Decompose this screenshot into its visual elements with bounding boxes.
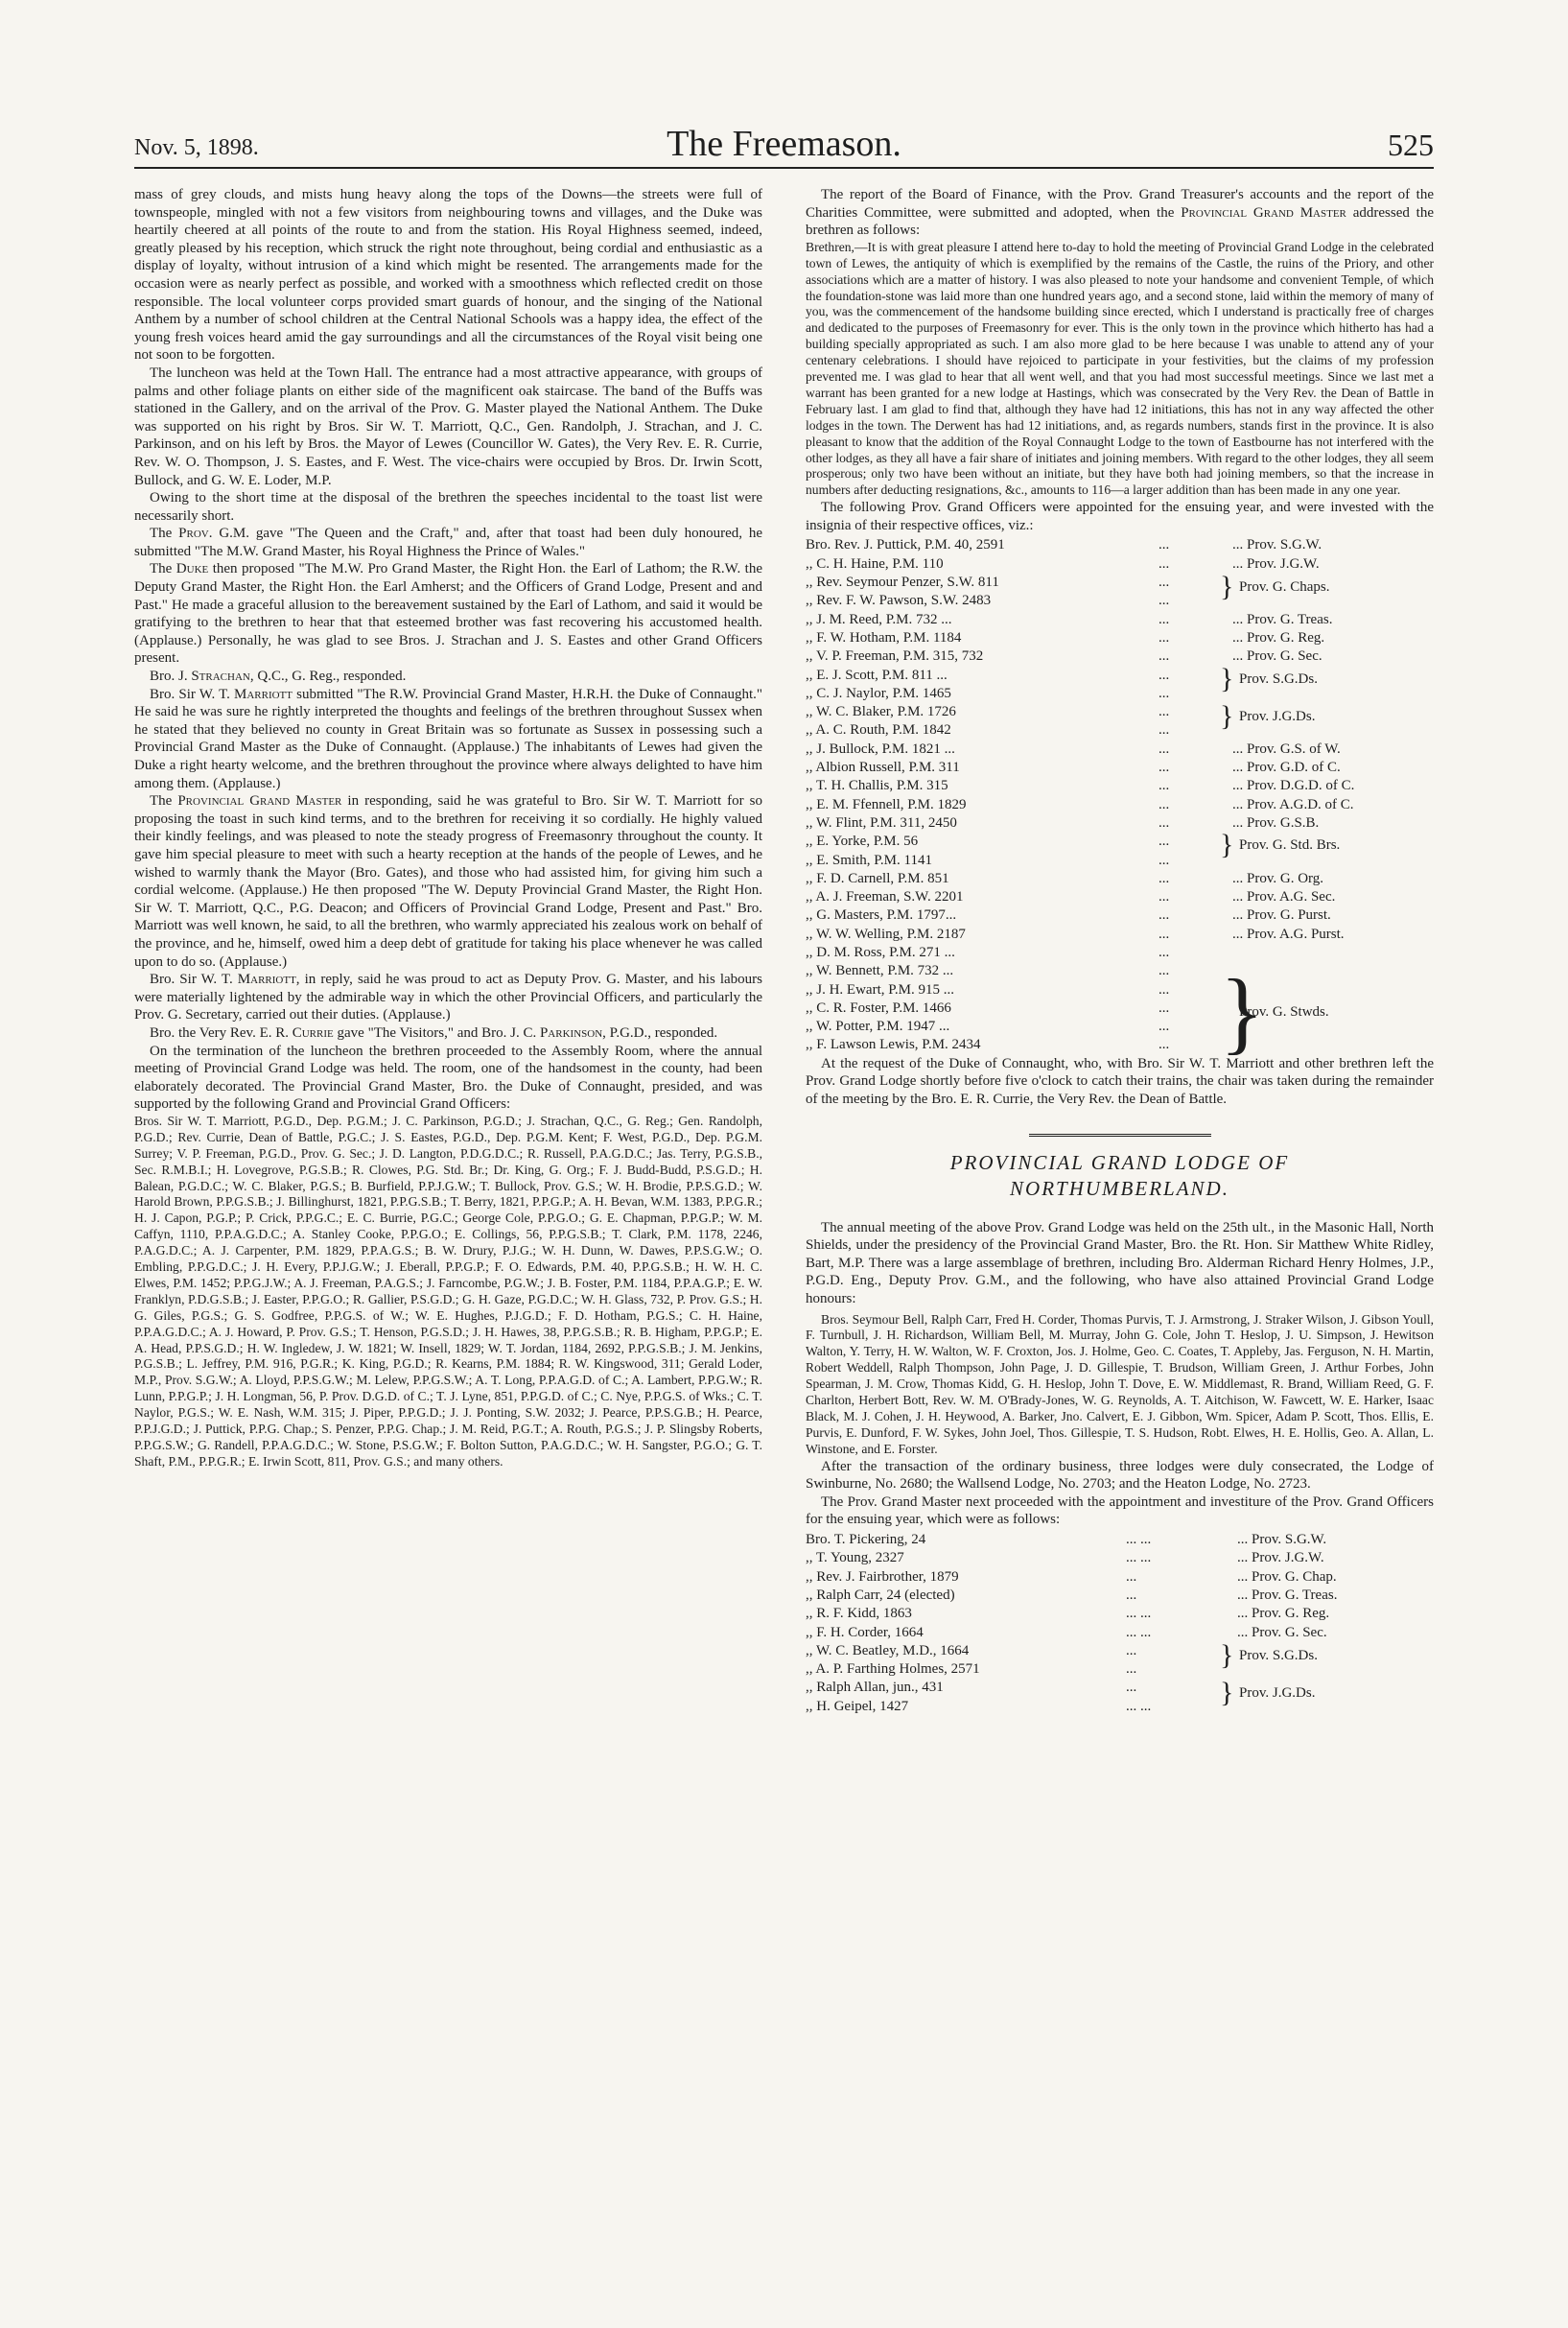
section-heading: PROVINCIAL GRAND LODGE OF NORTHUMBERLAND. — [949, 1150, 1290, 1200]
brace: } — [1220, 829, 1234, 861]
officer-name: ,, A. J. Freeman, S.W. 2201 — [806, 889, 964, 905]
officer-office: ... Prov. G. Sec. — [1232, 648, 1322, 665]
officer-name: ,, F. W. Hotham, P.M. 1184 — [806, 629, 962, 646]
paragraph: Bro. Sir W. T. Marriott submitted "The R.W. Provincial Grand Master, H.R.H. the Duke of Connaught." He said he was sure he rightly interpreted the thoughts and feelings of the brethren throughout Sussex when he stated that they believed no county in Great Britain was so fortunate as Sussex in possessing such a Provincial Grand Master as the Duke of Connaught. (Applause.) The inhabitants of Lewes had given the Duke a right hearty welcome, and the brethren throughout the province where always delighted to have him among them. (Applause.) — [134, 686, 762, 791]
officer-row — [806, 888, 1434, 906]
leader-dots: ... — [1126, 1587, 1137, 1603]
leader-dots: ... — [1158, 889, 1170, 905]
leader-dots: ... — [1158, 555, 1170, 572]
officer-name: Bro. T. Pickering, 24 — [806, 1532, 926, 1548]
leader-dots: ... — [1158, 741, 1170, 757]
officer-name: ,, V. P. Freeman, P.M. 315, 732 — [806, 648, 984, 665]
leader-dots: ... — [1158, 852, 1170, 868]
leader-dots: ... — [1158, 537, 1170, 553]
paragraph: On the termination of the luncheon the brethren proceeded to the Assembly Room, where the annual meeting of Provincial Grand Lodge was held. The room, one of the handsomest in the county, had been elaborately decorated. The Provincial Grand Master, Bro. the Duke of Connaught, presided, and was supported by the following Grand and Provincial Grand Officers: — [134, 1043, 762, 1113]
paragraph: mass of grey clouds, and mists hung heavy along the tops of the Downs—the streets were full of townspeople, mingled with not a few visitors from neighbouring towns and villages, and the Duke was heartily cheered at all points of the route to and from the station. His Royal Highness seemed, indeed, greatly pleased by his reception, which struck the right note throughout, being cordial and enthusiastic as a display of loyalty, without intrusion of a kind which might be resented. The arrangements made for the occasion were as nearly perfect as possible, and worked with a smoothness which reflected credit on those responsible. The local volunteer corps provided smart guards of honour, and the singing of the National Anthem by a number of school children at the Central National Schools was a happy idea, the effect of the young fresh voices heard amid the gay surroundings and all the circumstances of the Royal visit being one not soon to be forgotten. — [134, 187, 762, 364]
leader-dots: ... ... — [1126, 1624, 1152, 1640]
leader-dots: ... — [1158, 629, 1170, 646]
officer-office: ... Prov. D.G.D. of C. — [1232, 778, 1355, 794]
group-office: Prov. S.G.Ds. — [1239, 671, 1318, 688]
officer-name: ,, W. C. Beatley, M.D., 1664 — [806, 1642, 970, 1658]
officer-name: ,, W. W. Welling, P.M. 2187 — [806, 926, 966, 942]
officer-row — [806, 814, 1434, 833]
small-caps-name: Marriott — [237, 972, 296, 988]
paragraph: The Duke then proposed "The M.W. Pro Grand Master, the Right Hon. the Earl of Lathom; the R.W. the Deputy Grand Master, the Right Hon. the Earl Amherst; and the Officers of Grand Lodge, Present and and Past." He made a graceful allusion to the bereavement sustained by the Earl of Lathom, and said it would be gratifying to the brethren to hear that that esteemed brother was fast recovering his accustomed health. (Applause.) Personally, he was glad to see Bros. J. Strachan and J. S. Eastes and other Grand Officers present. — [134, 561, 762, 667]
paragraph: The Prov. Grand Master next proceeded with the appointment and investiture of the Prov. Grand Officers for the ensuing year, which were as follows: — [806, 1493, 1434, 1528]
leader-dots: ... — [1158, 814, 1170, 831]
small-caps-name: Marriott — [234, 686, 293, 702]
paragraph: Bro. J. Strachan, Q.C., G. Reg., responded. — [150, 669, 407, 685]
officer-row — [806, 944, 1434, 962]
leader-dots: ... — [1158, 778, 1170, 794]
officer-appointments-list — [806, 536, 1434, 1064]
officer-office: ... Prov. G. Sec. — [1237, 1624, 1327, 1640]
leader-dots: ... — [1158, 685, 1170, 701]
paragraph: The annual meeting of the above Prov. Grand Lodge was held on the 25th ult., in the Masonic Hall, North Shields, under the presidency of the Provincial Grand Master, Bro. the Rt. Hon. Sir Matthew White Ridley, Bart, M.P. There was a large assemblage of brethren, including Bro. Alderman Richard Henry Holmes, J.P., P.G.D. Eng., Deputy Prov. G.M., and the following, who have also attained Provincial Grand Lodge honours: — [806, 1219, 1434, 1306]
officer-office: ... Prov. S.G.W. — [1237, 1532, 1327, 1548]
officer-name: ,, J. Bullock, P.M. 1821 ... — [806, 741, 955, 757]
group-office: Prov. J.G.Ds. — [1239, 709, 1316, 725]
officer-row — [806, 1568, 1434, 1587]
leader-dots: ... — [1158, 926, 1170, 942]
officer-office: ... Prov. J.G.W. — [1237, 1550, 1324, 1566]
leader-dots: ... — [1158, 575, 1170, 591]
officer-name: ,, H. Geipel, 1427 — [806, 1698, 909, 1714]
officer-name: ,, Rev. J. Fairbrother, 1879 — [806, 1568, 959, 1585]
leader-dots: ... — [1158, 667, 1170, 683]
address-paragraph: Brethren,—It is with great pleasure I attend here to-day to hold the meeting of Provincial Grand Lodge in the celebrated town of Lewes, the antiquity of which is exemplified by the remains of the Castle, the ruins of the Priory, and other associations which are a matter of history. I was also pleased to note your handsome and convenient Temple, of which the foundation-stone was laid more than one hundred years ago, and a second stone, laid within the memory of many of you, was the commencement of the handsome building since erected, which I understand is practically free of charges and dedicated to the purposes of Freemasonry for ever. This is the only town in the province which hitherto has had a building specially appropriated as such. I am also more glad to be here because I was unable to attend any of your centenary celebrations. I should have rejoiced to participate in your festivities, but the claims of my profession prevented me. I was glad to hear that all went well, and that you had most successful meetings. Since we last met a warrant has been granted for a new lodge at Hastings, which was consecrated by the Very Rev. the Dean of Battle in February last. I am glad to find that, although they have had 12 initiations, this has not in any way affected the other lodges in the town. The Derwent has had 12 initiations, and, as regards numbers, stands first in the province. It is also pleasant to know that the addition of the Royal Connaught Lodge to the town of Eastbourne has not interfered with the other lodges, as they all have a fair share of initiates and joining members. With regard to the other lodges, they all seem prosperous; only two have been without an initiate, but they have both had joining members, so that the increase in numbers after deducting resignations, &c., amounts to 116—a larger addition than has been made in any one year. — [806, 239, 1434, 498]
officer-office: ... Prov. G. Chap. — [1237, 1568, 1337, 1585]
leader-dots: ... — [1158, 907, 1170, 924]
brace: } — [1220, 960, 1265, 1064]
officer-name: ,, J. H. Ewart, P.M. 915 ... — [806, 981, 955, 998]
small-caps-name: Parkinson — [539, 1024, 603, 1041]
officer-name: ,, W. Bennett, P.M. 732 ... — [806, 963, 954, 979]
officer-row — [806, 926, 1434, 944]
officer-list-paragraph: Bros. Sir W. T. Marriott, P.G.D., Dep. P.G.M.; J. C. Parkinson, P.G.D.; J. Strachan, Q.C., G. Reg.; Gen. Randolph, P.G.D.; Rev. Currie, Dean of Battle, P.G.C.; J. S. Eastes, P.G.D., Dep. P.G.M. Kent; F. West, P.G.D., Dep. P.G.M. Surrey; V. P. Freeman, P.G.D., Prov. G. Sec.; J. D. Langton, P.D.G.D.C.; R. Russell, P.A.G.D.C.; Jas. Terry, P.G.S.B., Sec. R.M.B.I.; H. Lovegrove, P.G.S.B.; R. Clowes, P.G. Std. Br.; Dr. King, G. Org.; F. J. Budd-Budd, P.S.G.D.; H. Balean, P.G.D.C.; W. C. Blaker, P.G.S.; B. Burfield, P.P.J.G.W.; T. Bullock, Prov. G.S.; W. H. Brodie, P.P.S.G.D.; W. Harold Brown, P.P.G.S.B.; J. Billinghurst, 1821, P.P.G.S.B.; T. Berry, 1821, P.P.G.P.; A. H. Bevan, W.M. 1383, P.P.G.R.; H. J. Capon, P.G.P.; P. Crick, P.P.G.C.; E. C. Burrie, P.G.C.; George Cole, P.P.G.O.; G. E. Chapman, P.P.G.P.; W. M. Caffyn, 1110, P.P.A.G.D.C.; A. Stanley Cooke, P.P.G.O.; E. Collings, 56, P.P.G.S.B.; T. Clark, P.M. 1178, 2246, P.A.G.D.C.; A. J. Carpenter, P.M. 1829, P.P.A.G.S.; B. W. Drury, P.J.G.; W. H. Dunn, W. Dawes, P.P.S.G.W.; O. Embling, P.P.G.D.C.; J. H. Every, P.P.J.G.W.; J. Eberall, P.P.G.P.; F. O. Edwards, P.M. 40, P.P.G.S.B.; H. W. H. C. Elwes, P.M. 1452; P.P.G.J.W.; A. J. Freeman, P.A.G.S.; J. Farncombe, P.G.W.; J. B. Foster, P.M. 1184, P.P.A.G.P.; E. W. Franklyn, P.D.G.S.B.; J. Easter, P.P.G.O.; R. Gallier, P.S.G.D.; G. H. Gaze, P.G.D.C.; W. H. Glass, 732, P. Prov. G.S.; H. G. Giles, P.G.S.; G. S. Godfree, P.P.G.S. of W.; W. E. Hughes, P.J.G.D.; F. D. Hotham, P.G.S.; C. H. Haine, P.P.A.G.D.C.; A. J. Howard, P. Prov. G.S.; T. Henson, P.G.S.D.; J. H. Hawes, 38, P.P.G.S.B.; R. B. Higham, P.P.G.P.; E. A. Head, P.P.S.G.D.; H. W. Ingledew, J. W. 1821; W. Insell, 1829; W. T. Jordan, 1184, 2692, P.P.G.S.B.; J. M. Jenkins, P.G.S.B.; L. Jeffrey, P.M. 916, P.G.R.; K. King, P.G.D.; R. Kearns, P.M. 1884; R. W. Kingswood, 311; Gerald Loder, M.P., Prov. S.G.W.; A. Lloyd, P.P.S.G.W.; M. Lelew, P.P.G.S.W.; A. T. Long, P.P.A.G.D. of C.; A. Lambert, P.P.G.W.; R. Lunn, P.P.G.P.; J. H. Longman, 56, P. Prov. D.G.D. of C.; T. J. Lyne, 851, P.P.G.D. of C.; C. Nye, P.P.G.S. of Wks.; C. T. Naylor, P.G.S.; W. E. Nash, W.M. 315; J. Piper, P.P.G.D.; J. J. Ponting, S.W. 2032; J. Pearce, P.P.S.G.B.; H. Pearce, P.P.J.G.D.; J. Puttick, P.P.G. Chap.; S. Penzer, P.P.G. Chap.; J. M. Reid, P.G.T.; A. Routh, P.G.S.; J. P. Slingsby Roberts, P.P.G.S.W.; G. Randell, P.P.A.G.D.C.; W. Stone, P.S.G.W.; F. Bolton Sutton, P.A.G.D.C.; W. H. Sangster, P.G.O.; G. T. Shaft, P.M., P.P.G.R.; E. Irwin Scott, 811, Prov. G.S.; and many others. — [134, 1113, 762, 1469]
officer-name: ,, T. Young, 2327 — [806, 1550, 904, 1566]
leader-dots: ... — [1126, 1642, 1137, 1658]
officer-name: ,, F. D. Carnell, P.M. 851 — [806, 870, 949, 886]
officer-office: ... Prov. S.G.W. — [1232, 537, 1322, 553]
leader-dots: ... — [1158, 834, 1170, 850]
officer-office: ... Prov. G.S.B. — [1232, 814, 1320, 831]
leader-dots: ... — [1158, 704, 1170, 720]
officer-name: ,, W. Flint, P.M. 311, 2450 — [806, 814, 957, 831]
group-office: Prov. S.G.Ds. — [1239, 1648, 1318, 1664]
northumberland-officers-list — [806, 1531, 1434, 1716]
officer-name: ,, Rev. F. W. Pawson, S.W. 2483 — [806, 593, 992, 609]
officer-name: ,, Ralph Carr, 24 (elected) — [806, 1587, 955, 1603]
page-number: 525 — [1388, 128, 1434, 162]
leader-dots: ... ... — [1126, 1606, 1152, 1622]
officer-name: ,, E. Yorke, P.M. 56 — [806, 834, 919, 850]
officer-row — [806, 536, 1434, 554]
officer-name: Bro. Rev. J. Puttick, P.M. 40, 2591 — [806, 537, 1005, 553]
officer-office: ... Prov. G. Purst. — [1232, 907, 1331, 924]
small-caps-name: Provincial Grand Master — [1181, 204, 1346, 221]
officer-row — [806, 685, 1434, 703]
leader-dots: ... — [1126, 1661, 1137, 1678]
issue-date: Nov. 5, 1898. — [134, 135, 259, 160]
officer-row — [806, 1549, 1434, 1567]
officer-row — [806, 962, 1434, 980]
officer-name: ,, C. R. Foster, P.M. 1466 — [806, 999, 951, 1016]
officer-row — [806, 647, 1434, 666]
officer-name: ,, A. C. Routh, P.M. 1842 — [806, 722, 951, 739]
officer-row — [806, 906, 1434, 925]
officer-row — [806, 1642, 1434, 1660]
brace: } — [1220, 571, 1234, 603]
brace: } — [1220, 1677, 1234, 1709]
officer-name: ,, J. M. Reed, P.M. 732 ... — [806, 611, 952, 627]
officer-row — [806, 759, 1434, 777]
leader-dots: ... — [1158, 648, 1170, 665]
officer-name: ,, E. M. Ffennell, P.M. 1829 — [806, 796, 967, 812]
paragraph: The following Prov. Grand Officers were appointed for the ensuing year, and were invested with the insignia of their respective offices, viz.: — [806, 500, 1434, 533]
officer-row — [806, 629, 1434, 647]
officer-office: ... Prov. A.G.D. of C. — [1232, 796, 1354, 812]
officer-row — [806, 1018, 1434, 1036]
officer-row — [806, 741, 1434, 759]
officer-row — [806, 611, 1434, 629]
group-office: Prov. J.G.Ds. — [1239, 1685, 1316, 1702]
officer-name: ,, A. P. Farthing Holmes, 2571 — [806, 1661, 980, 1678]
group-office: Prov. G. Std. Brs. — [1239, 837, 1341, 854]
officer-name: ,, C. J. Naylor, P.M. 1465 — [806, 685, 951, 701]
officer-office: ... Prov. G. Reg. — [1237, 1606, 1330, 1622]
leader-dots: ... — [1158, 999, 1170, 1016]
officer-row — [806, 833, 1434, 851]
brace: } — [1220, 700, 1234, 733]
officer-name: ,, T. H. Challis, P.M. 315 — [806, 778, 948, 794]
officer-row — [806, 703, 1434, 721]
paragraph: After the transaction of the ordinary business, three lodges were duly consecrated, the Lodge of Swinburne, No. 2680; the Wallsend Lodge, No. 2703; and the Heaton Lodge, No. 2723. — [806, 1458, 1434, 1493]
officer-row — [806, 1624, 1434, 1642]
leader-dots: ... — [1126, 1568, 1137, 1585]
masthead-title: The Freemason. — [667, 124, 901, 164]
officer-name: ,, W. C. Blaker, P.M. 1726 — [806, 704, 956, 720]
officer-row — [806, 870, 1434, 888]
officer-name: ,, Ralph Allan, jun., 431 — [806, 1680, 944, 1696]
officer-office: ... Prov. G.D. of C. — [1232, 760, 1341, 776]
officer-name: ,, E. Smith, P.M. 1141 — [806, 852, 932, 868]
group-office: Prov. G. Stwds. — [1239, 1004, 1329, 1021]
officer-name: ,, W. Potter, P.M. 1947 ... — [806, 1019, 950, 1035]
officer-office: ... Prov. G. Treas. — [1232, 611, 1333, 627]
left-column — [134, 186, 762, 2277]
officer-row — [806, 852, 1434, 870]
right-column — [806, 186, 1434, 2277]
officer-office: ... Prov. G.S. of W. — [1232, 741, 1341, 757]
officer-row — [806, 777, 1434, 795]
officer-row — [806, 1660, 1434, 1679]
paragraph: The Prov. G.M. gave "The Queen and the Craft," and, after that toast had been duly honoured, he submitted "The M.W. Grand Master, his Royal Highness the Prince of Wales." — [134, 526, 762, 559]
officer-name: ,, F. Lawson Lewis, P.M. 2434 — [806, 1037, 981, 1053]
paragraph: At the request of the Duke of Connaught, who, with Bro. Sir W. T. Marriott and other brethren left the Prov. Grand Lodge shortly before five o'clock to catch their trains, the chair was taken during the remainder of the meeting by the Bro. E. R. Currie, the Very Rev. the Dean of Battle. — [806, 1055, 1434, 1107]
paragraph: The Provincial Grand Master in responding, said he was grateful to Bro. Sir W. T. Marriott for so proposing the toast in such kind terms, and to the brethren for receiving it so cordially. He highly valued their kindly feelings, and was pleased to note the steady progress of Freemasonry throughout the county. It gave him special pleasure to meet with such a hearty reception at the hands of the people of Lewes, and he wished to warmly thank the Mayor (Bro. Gates), and those who had assisted him, for giving him such a cordial welcome. (Applause.) He then proposed "The W. Deputy Provincial Grand Master, the Right Hon. Sir W. T. Marriott, Q.C., P.G. Deacon; and Officers of Provincial Grand Lodge, Present and Past." Bro. Marriott was well known, he said, to all the brethren, who warmly appreciated his zealous work on behalf of the province, and he, himself, owed him a deep debt of gratitude for taking his place whenever he was called upon to do so. (Applause.) — [134, 793, 762, 970]
small-caps-name: Prov. G.M. — [178, 526, 249, 542]
leader-dots: ... — [1158, 796, 1170, 812]
officer-row — [806, 1531, 1434, 1549]
group-office: Prov. G. Chaps. — [1239, 579, 1330, 596]
officer-office: ... Prov. A.G. Sec. — [1232, 889, 1336, 905]
brace: } — [1220, 663, 1234, 695]
officer-office: ... Prov. J.G.W. — [1232, 555, 1320, 572]
leader-dots: ... — [1158, 611, 1170, 627]
officer-row — [806, 796, 1434, 814]
page-header — [134, 117, 1434, 169]
officer-office: ... Prov. G. Treas. — [1237, 1587, 1338, 1603]
paragraph: Bro. the Very Rev. E. R. Currie gave "The Visitors," and Bro. J. C. Parkinson, P.G.D., responded. — [150, 1024, 718, 1041]
brethren-list-paragraph: Bros. Seymour Bell, Ralph Carr, Fred H. Corder, Thomas Purvis, T. J. Armstrong, J. Straker Wilson, J. Gibson Youll, F. Turnbull, J. H. Richardson, William Bell, M. Murray, John G. Cole, John T. Heslop, J. U. Simpson, J. Hewitson Walton, Y. Terry, H. W. Walton, W. F. Croxton, Jos. J. Holme, Geo. C. Coates, T. Appleby, Jas. Ferguson, N. H. Martin, Robert Weddell, Ralph Thompson, John Page, J. D. Gillespie, T. Brudson, William Green, J. Arthur Forbes, John Spearman, J. M. Crow, Thomas Kidd, G. H. Heslop, John T. Dove, E. W. Middlemast, R. Brand, William Reed, G. F. Charlton, Herbert Bott, Rev. W. M. O'Brady-Jones, W. G. Reynolds, A. T. Aitchison, W. Fawcett, W. E. Harker, Isaac Black, M. J. Cohen, J. H. Heywood, A. Barker, Jno. Calvert, E. J. Gibbon, Wm. Spicer, Adam P. Scott, Thos. Ellis, E. Purvis, E. Dunford, F. W. Sykes, John Joel, Thos. Gillespie, T. S. Hudson, Robt. Elwes, H. E. Hollis, Geo. A. Allan, L. Winstone, and E. Forster. — [806, 1311, 1434, 1456]
paragraph: Bro. Sir W. T. Marriott, in reply, said he was proud to act as Deputy Prov. G. Master, and his labours were materially lightened by the admirable way in which the other Provincial Officers, and particularly the Prov. G. Secretary, carried out their duties. (Applause.) — [134, 972, 762, 1023]
officer-row — [806, 999, 1434, 1018]
section-rule — [1029, 1134, 1211, 1137]
officer-row — [806, 667, 1434, 685]
officer-name: ,, E. J. Scott, P.M. 811 ... — [806, 667, 948, 683]
officer-office: ... Prov. G. Reg. — [1232, 629, 1325, 646]
officer-row — [806, 1605, 1434, 1623]
small-caps-name: Duke — [176, 561, 209, 577]
paragraph: The luncheon was held at the Town Hall. The entrance had a most attractive appearance, with groups of palms and other foliage plants on either side of the magnificent oak staircase. The band of the Buffs was stationed in the Gallery, and on the arrival of the Prov. G. Master played the National Anthem. The Duke was supported on his right by Bros. Sir W. T. Marriott, Q.C., Gen. Randolph, J. Strachan, and J. C. Parkinson, and on his left by Bros. the Mayor of Lewes (Councillor W. Gates), the Very Rev. E. R. Currie, Rev. W. O. Thompson, J. S. Eastes, and F. West. The vice-chairs were occupied by Bros. Dr. Irwin Scott, Bullock, and G. W. E. Loder, M.P. — [134, 364, 762, 488]
small-caps-name: Provincial Grand Master — [177, 793, 342, 810]
leader-dots: ... ... — [1126, 1550, 1152, 1566]
leader-dots: ... — [1158, 722, 1170, 739]
leader-dots: ... — [1158, 1037, 1170, 1053]
officer-row — [806, 1679, 1434, 1697]
officer-row — [806, 592, 1434, 610]
officer-row — [806, 574, 1434, 592]
small-caps-name: Currie — [292, 1024, 334, 1041]
leader-dots: ... — [1158, 870, 1170, 886]
officer-name: ,, Rev. Seymour Penzer, S.W. 811 — [806, 575, 999, 591]
leader-dots: ... ... — [1126, 1532, 1152, 1548]
brace: } — [1220, 1639, 1234, 1672]
officer-row — [806, 555, 1434, 574]
officer-row — [806, 981, 1434, 999]
officer-row — [806, 721, 1434, 740]
officer-row — [806, 1036, 1434, 1054]
officer-name: ,, D. M. Ross, P.M. 271 ... — [806, 945, 955, 960]
leader-dots: ... — [1158, 981, 1170, 998]
leader-dots: ... — [1126, 1680, 1137, 1696]
officer-row — [806, 1587, 1434, 1605]
leader-dots: ... — [1158, 760, 1170, 776]
officer-name: ,, R. F. Kidd, 1863 — [806, 1606, 912, 1622]
leader-dots: ... ... — [1126, 1698, 1152, 1714]
leader-dots: ... — [1158, 593, 1170, 609]
officer-name: ,, Albion Russell, P.M. 311 — [806, 760, 960, 776]
officer-name: ,, C. H. Haine, P.M. 110 — [806, 555, 944, 572]
officer-office: ... Prov. A.G. Purst. — [1232, 926, 1345, 942]
leader-dots: ... — [1158, 945, 1170, 960]
small-caps-name: Strachan — [191, 669, 250, 685]
paragraph: The report of the Board of Finance, with the Prov. Grand Treasurer's accounts and the report of the Charities Committee, were submitted and adopted, when the Provincial Grand Master addressed the brethren as follows: — [806, 187, 1434, 239]
officer-name: ,, G. Masters, P.M. 1797... — [806, 907, 957, 924]
leader-dots: ... — [1158, 963, 1170, 979]
leader-dots: ... — [1158, 1019, 1170, 1035]
officer-office: ... Prov. G. Org. — [1232, 870, 1324, 886]
paragraph: Owing to the short time at the disposal of the brethren the speeches incidental to the toast list were necessarily short. — [134, 490, 762, 524]
officer-name: ,, F. H. Corder, 1664 — [806, 1624, 924, 1640]
officer-row — [806, 1698, 1434, 1716]
